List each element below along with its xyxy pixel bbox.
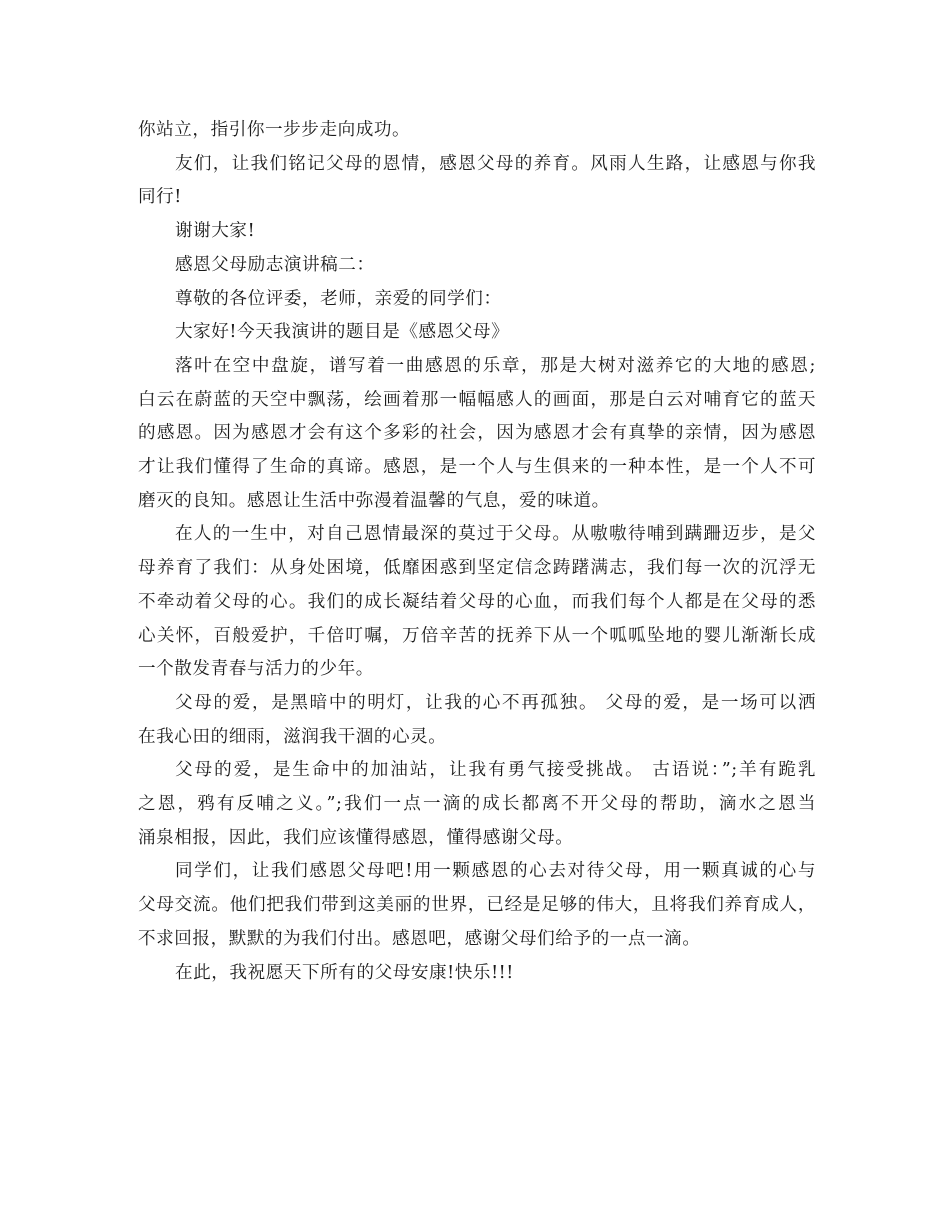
paragraph [138,687,816,754]
text-line: 不牵动着父母的心。我们的成长凝结着父母的心血，而我们每个人都是在父母的悉 [138,591,816,612]
paragraph [138,316,816,350]
text-line: 母养育了我们：从身处困境，低靡困惑到坚定信念踌躇满志，我们每一次的沉浮无 [138,558,816,579]
text-line: 落叶在空中盘旋，谱写着一曲感恩的乐章，那是大树对滋养它的大地的感恩; [175,355,816,376]
paragraph [138,855,816,956]
paragraph [138,957,816,991]
text-line: 同行! [138,187,182,208]
paragraph [138,518,816,687]
text-line: 心关怀，百般爱护，千倍叮嘱，万倍辛苦的抚养下从一个呱呱坠地的婴儿渐渐长成 [138,625,816,646]
text-line: 在人的一生中，对自己恩情最深的莫过于父母。从嗷嗷待哺到蹒跚迈步，是父 [175,524,816,545]
text-line: 白云在蔚蓝的天空中飘荡，绘画着那一幅幅感人的画面，那是白云对哺育它的蓝天 [138,389,816,410]
text-line: 磨灭的良知。感恩让生活中弥漫着温馨的气息，爱的味道。 [138,490,610,511]
text-line: 父母交流。他们把我们带到这美丽的世界，已经是足够的伟大，且将我们养育成人， [138,895,816,916]
paragraph [138,215,816,249]
text-line: 在我心田的细雨，滋润我干涸的心灵。 [138,726,447,747]
text-line: 涌泉相报，因此，我们应该懂得感恩，懂得感谢父母。 [138,827,574,848]
section-heading [138,249,816,283]
text-line: 同学们，让我们感恩父母吧!用一颗感恩的心去对待父母，用一颗真诚的心与 [175,861,816,882]
text-line: 你站立，指引你一步步走向成功。 [138,120,411,140]
text-line: 父母的爱，是黑暗中的明灯，让我的心不再孤独。 父母的爱，是一场可以洒 [175,692,816,713]
text-line: 父母的爱，是生命中的加油站，让我有勇气接受挑战。 古语说：”;羊有跪乳 [175,760,816,781]
text-line: 尊敬的各位评委，老师，亲爱的同学们： [175,288,502,309]
paragraph [138,283,816,317]
text-line: 之恩，鸦有反哺之义。”;我们一点一滴的成长都离不开父母的帮助，滴水之恩当 [138,794,816,815]
text-line: 才让我们懂得了生命的真谛。感恩，是一个人与生俱来的一种本性，是一个人不可 [138,457,816,478]
paragraph [138,114,816,148]
text-line: 在此，我祝愿天下所有的父母安康!快乐!!! [175,962,514,983]
paragraph [138,350,816,519]
paragraph [138,754,816,855]
text-line: 的感恩。因为感恩才会有这个多彩的社会，因为感恩才会有真挚的亲情，因为感恩 [138,423,816,444]
text-line: 不求回报，默默的为我们付出。感恩吧，感谢父母们给予的一点一滴。 [138,928,701,949]
text-line: 感恩父母励志演讲稿二： [175,254,375,275]
text-line: 谢谢大家! [175,221,256,242]
text-line: 一个散发青春与活力的少年。 [138,659,374,680]
paragraph [138,148,816,215]
document-body [138,114,816,990]
text-line: 友们，让我们铭记父母的恩情，感恩父母的养育。风雨人生路，让感恩与你我 [175,153,816,174]
text-line: 大家好!今天我演讲的题目是《感恩父母》 [175,322,510,343]
